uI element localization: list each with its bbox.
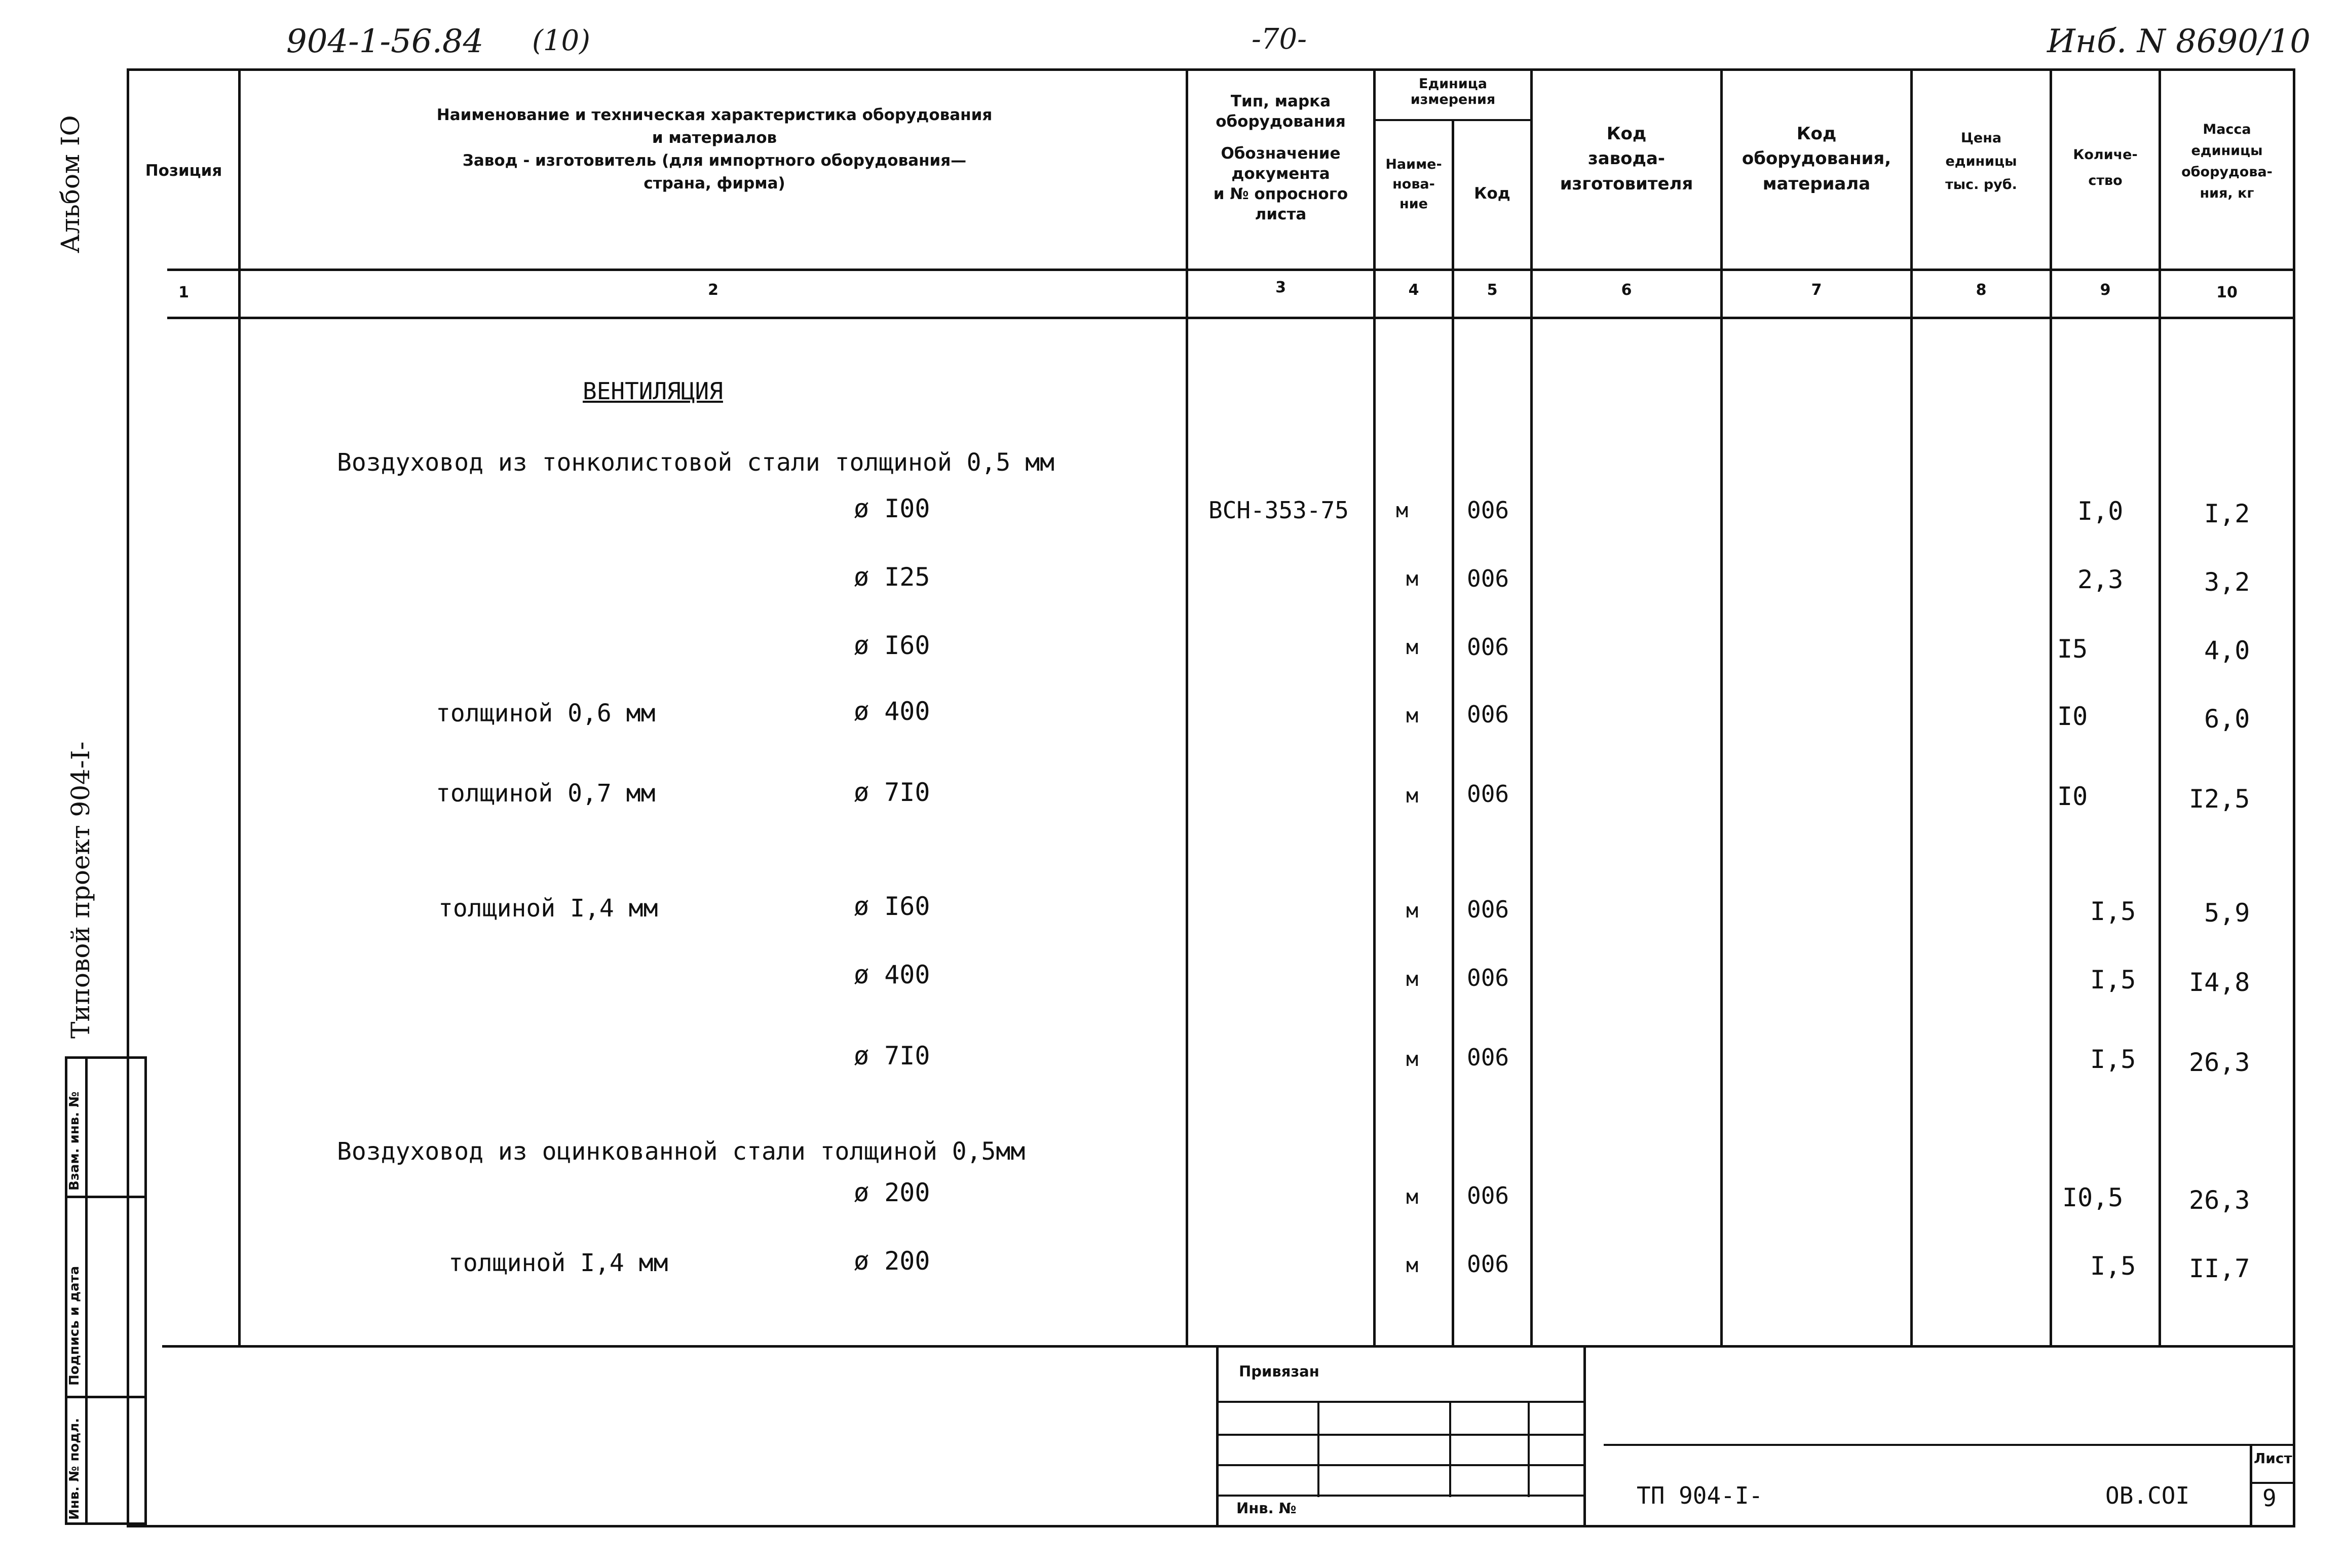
- code-cell: 006: [1467, 565, 1509, 592]
- stamp-bound-label: Привязан: [1239, 1363, 1319, 1380]
- album-label: Альбом IO: [56, 115, 85, 253]
- qty-cell: I5: [2057, 634, 2088, 664]
- diameter-cell: ø 400: [854, 697, 930, 726]
- col-num-4: 4: [1408, 281, 1419, 299]
- diameter-cell: ø 200: [854, 1178, 930, 1207]
- mass-cell: 6,0: [2204, 704, 2250, 734]
- qty-cell: 2,3: [2077, 565, 2124, 594]
- code-cell: 006: [1467, 1182, 1509, 1209]
- mass-cell: 5,9: [2204, 898, 2250, 928]
- qty-cell: I,5: [2090, 1251, 2136, 1281]
- col-header-unit-name: [1376, 155, 1452, 214]
- group-title-galvanized-steel: Воздуховод из оцинкованной стали толщиной 0,5мм: [337, 1137, 1026, 1166]
- col-header-price: [1913, 127, 2050, 197]
- mass-line1: Масса: [2203, 122, 2251, 137]
- price-line3: тыс. руб.: [1945, 176, 2017, 193]
- code-cell: 006: [1467, 780, 1509, 808]
- diameter-cell: ø I00: [854, 494, 930, 523]
- qty-cell: I,5: [2090, 965, 2136, 995]
- mass-line2: единицы: [2191, 142, 2263, 159]
- mass-cell: I,2: [2204, 499, 2250, 528]
- doc-code-handwritten: 904-1-56.84: [286, 23, 484, 60]
- mass-cell: I2,5: [2189, 784, 2250, 814]
- mass-cell: 4,0: [2204, 636, 2250, 665]
- stamp-label-inv: Инв. № подл.: [67, 1418, 82, 1520]
- diameter-cell: ø 7I0: [854, 1041, 930, 1070]
- price-line2: единицы: [1945, 153, 2017, 169]
- code-cell: 006: [1467, 633, 1509, 661]
- stamp-label-signature: Подпись и дата: [67, 1266, 82, 1386]
- col-header-name-line3: Завод - изготовитель (для импортного оборудования—: [462, 151, 967, 170]
- unit-name-line3: ние: [1399, 196, 1428, 212]
- factory-code-line1: Код: [1606, 124, 1647, 144]
- code-cell: 006: [1467, 496, 1509, 524]
- col-num-1: 1: [178, 284, 189, 301]
- unit-cell: м: [1406, 1185, 1419, 1209]
- diameter-cell: ø I60: [854, 892, 930, 921]
- stamp-inv-label: Инв. №: [1236, 1500, 1297, 1517]
- stamp-sheet-number: 9: [2262, 1484, 2277, 1512]
- col-header-type-line6: листа: [1255, 205, 1307, 224]
- col-num-10: 10: [2216, 284, 2238, 301]
- equipment-code-line3: материала: [1762, 173, 1871, 194]
- stamp-sheet-label: Лист: [2254, 1450, 2292, 1467]
- col-header-type-line2: оборудования: [1216, 112, 1346, 131]
- col-header-factory-code: [1533, 122, 1720, 197]
- col-num-3: 3: [1275, 279, 1286, 296]
- unit-cell: м: [1406, 1254, 1419, 1277]
- inventory-handwritten: Инб. N 8690/10: [2047, 23, 2311, 60]
- diameter-cell: ø I25: [854, 562, 930, 592]
- col-header-equipment-code: [1723, 122, 1910, 197]
- unit-group-line2: измерения: [1410, 92, 1496, 108]
- section-title: ВЕНТИЛЯЦИЯ: [583, 377, 723, 405]
- equipment-code-line1: Код: [1796, 124, 1837, 144]
- unit-cell: м: [1406, 968, 1419, 991]
- qty-cell: I0: [2057, 782, 2088, 811]
- unit-name-line1: Наиме-: [1385, 157, 1442, 172]
- col-header-name-line2: и материалов: [652, 128, 777, 147]
- stamp-project-code: ТП 904-I-: [1637, 1482, 1763, 1509]
- mass-line3: оборудова-: [2181, 164, 2273, 180]
- equipment-code-line2: оборудования,: [1742, 148, 1891, 169]
- qty-line1: Количе-: [2073, 147, 2138, 163]
- thickness-cell: толщиной I,4 мм: [448, 1249, 668, 1277]
- factory-code-line3: изготовителя: [1560, 173, 1693, 194]
- mass-line4: ния, кг: [2200, 185, 2254, 201]
- price-line1: Цена: [1960, 130, 2002, 146]
- project-label: Типовой проект 904-I-: [66, 741, 95, 1039]
- col-num-2: 2: [708, 281, 718, 299]
- unit-cell: м: [1396, 499, 1409, 522]
- qty-cell: I,5: [2090, 897, 2136, 926]
- diameter-cell: ø I60: [854, 631, 930, 660]
- mass-cell: II,7: [2189, 1254, 2250, 1283]
- unit-cell: м: [1406, 567, 1419, 591]
- sheet-paren-handwritten: (10): [532, 24, 590, 57]
- qty-cell: I,5: [2090, 1045, 2136, 1074]
- col-header-position: Позиция: [145, 162, 222, 180]
- qty-cell: I0: [2057, 702, 2088, 731]
- mass-cell: 26,3: [2189, 1185, 2250, 1215]
- col-header-qty: [2052, 142, 2159, 194]
- col-header-name-line4: страна, фирма): [644, 174, 785, 193]
- col-header-type-line4: документа: [1231, 164, 1330, 183]
- col-header-type-line3: Обозначение: [1221, 144, 1341, 163]
- stamp-doc-mark: ОВ.СОI: [2105, 1482, 2190, 1509]
- unit-group-line1: Единица: [1419, 76, 1487, 92]
- code-cell: 006: [1467, 1250, 1509, 1278]
- diameter-cell: ø 7I0: [854, 778, 930, 807]
- qty-line2: ство: [2088, 173, 2123, 189]
- col-header-type-line5: и № опросного: [1213, 185, 1348, 204]
- code-cell: 006: [1467, 701, 1509, 728]
- doc-cell: ВСН-353-75: [1208, 496, 1349, 524]
- mass-cell: 26,3: [2189, 1048, 2250, 1077]
- unit-cell: м: [1406, 636, 1419, 659]
- col-num-8: 8: [1976, 281, 1987, 299]
- unit-cell: м: [1406, 1048, 1419, 1071]
- unit-cell: м: [1406, 899, 1419, 923]
- thickness-cell: толщиной I,4 мм: [438, 894, 658, 923]
- diameter-cell: ø 400: [854, 960, 930, 989]
- mass-cell: 3,2: [2204, 567, 2250, 597]
- col-num-5: 5: [1487, 281, 1498, 299]
- col-header-name-line1: Наименование и техническая характеристика оборудования: [436, 106, 993, 124]
- code-cell: 006: [1467, 1044, 1509, 1071]
- qty-cell: I,0: [2077, 496, 2124, 526]
- qty-cell: I0,5: [2062, 1183, 2124, 1212]
- unit-cell: м: [1406, 704, 1419, 728]
- code-cell: 006: [1467, 896, 1509, 923]
- col-header-unit-code: Код: [1474, 184, 1510, 203]
- col-header-name: [243, 104, 1186, 195]
- col-num-9: 9: [2100, 281, 2111, 299]
- col-header-unit-group: [1376, 76, 1530, 107]
- unit-cell: м: [1406, 784, 1419, 808]
- unit-name-line2: нова-: [1392, 176, 1435, 193]
- thickness-cell: толщиной 0,7 мм: [436, 779, 656, 808]
- col-header-mass: [2161, 119, 2293, 204]
- factory-code-line2: завода-: [1587, 148, 1666, 169]
- diameter-cell: ø 200: [854, 1246, 930, 1276]
- col-header-type-line1: Тип, марка: [1230, 92, 1331, 110]
- code-cell: 006: [1467, 964, 1509, 991]
- col-num-6: 6: [1621, 281, 1632, 299]
- thickness-cell: толщиной 0,6 мм: [436, 699, 656, 728]
- group-title-thin-steel: Воздуховод из тонколистовой стали толщиной 0,5 мм: [337, 448, 1055, 477]
- col-header-type: [1188, 91, 1373, 225]
- stamp-label-replace: Взам. инв. №: [67, 1091, 82, 1191]
- mass-cell: I4,8: [2189, 968, 2250, 997]
- page-marker: -70-: [1252, 23, 1307, 56]
- col-num-7: 7: [1811, 281, 1822, 299]
